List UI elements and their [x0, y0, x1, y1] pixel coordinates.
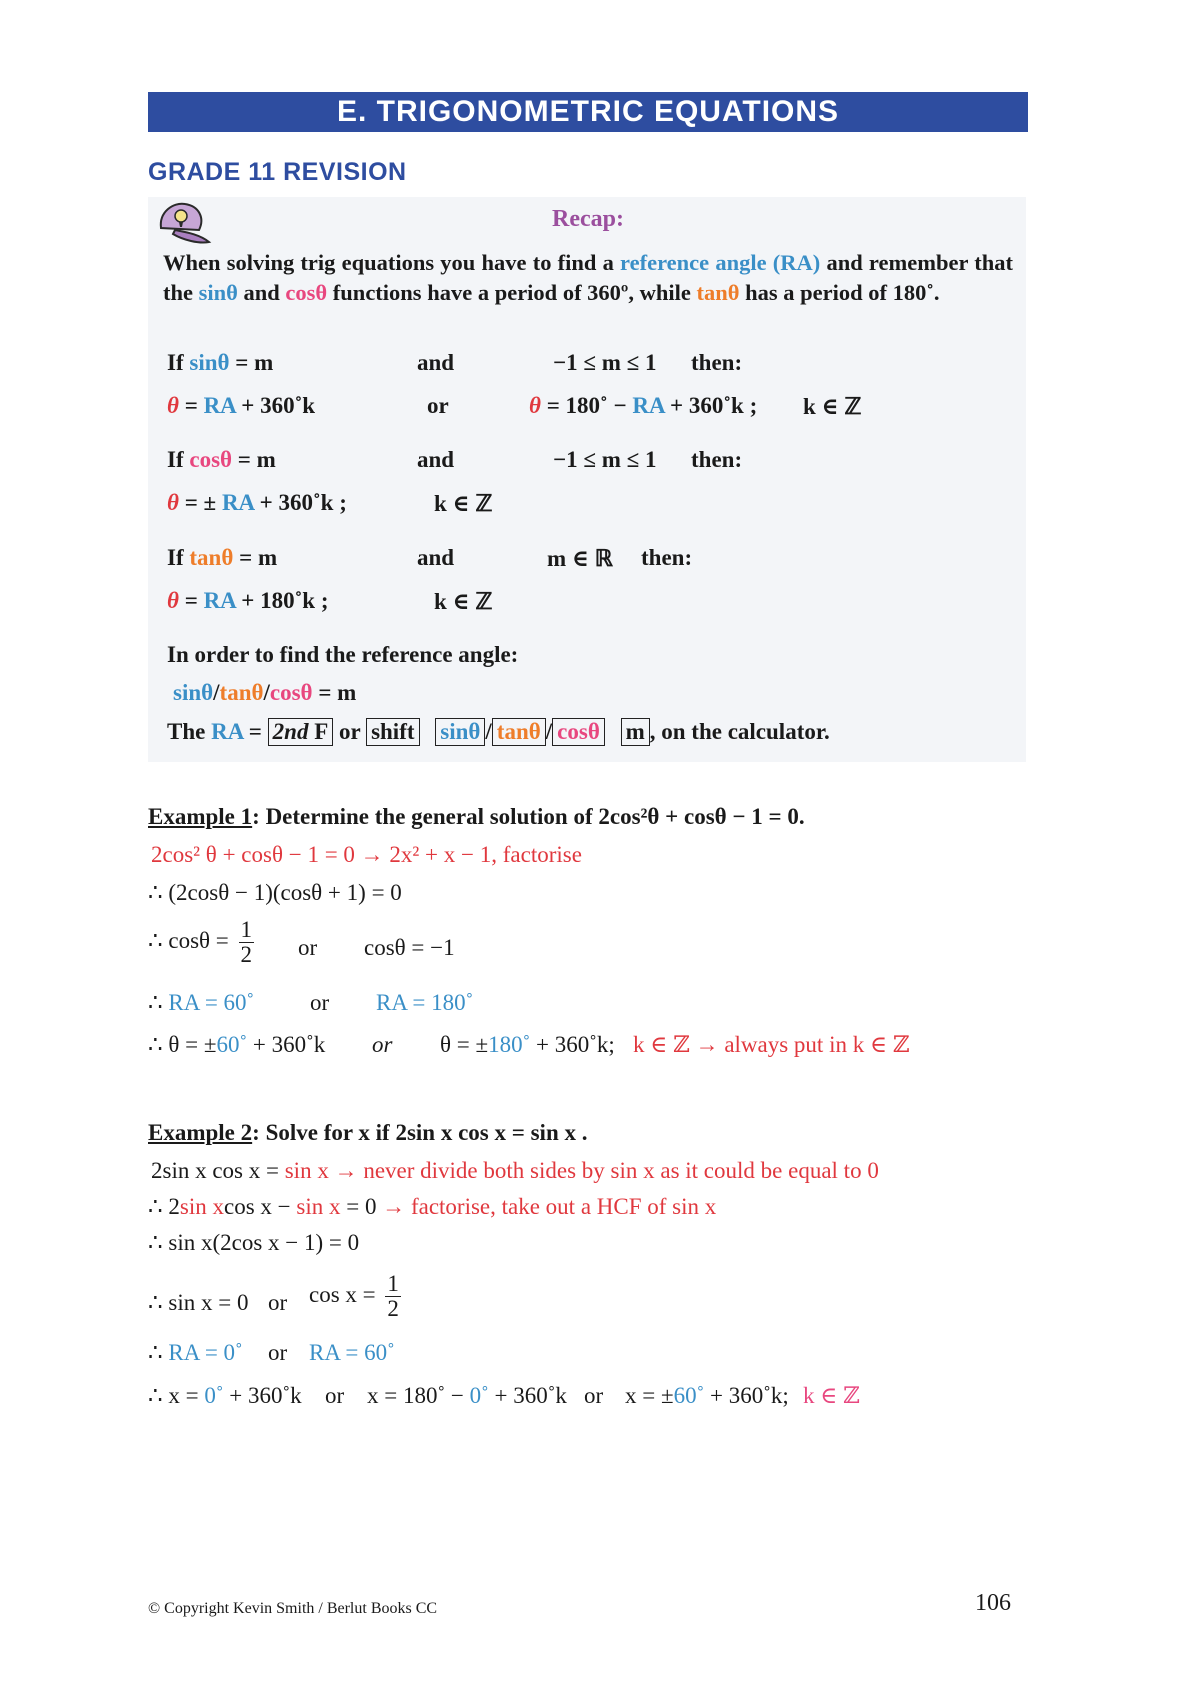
example-2-line-5: ∴ RA = 0˚	[148, 1340, 243, 1365]
copyright: © Copyright Kevin Smith / Berlut Books CC	[148, 1600, 438, 1617]
example-1-line-4-b: RA = 180˚	[376, 990, 474, 1015]
key-shift: shift	[366, 718, 419, 746]
key-cos: cosθ	[552, 718, 605, 746]
tan-rule-range: m ∈ ℝ	[547, 546, 613, 571]
calculator-instruction: The RA = 2nd F or shift sinθ / tanθ / cosθ m , on the calculator.	[167, 719, 830, 744]
example-2-line-6-c: x = ±60˚ + 360˚k;	[625, 1383, 789, 1408]
example-2-line-3: ∴ sin x(2cos x − 1) = 0	[148, 1230, 360, 1255]
tan-rule-k: k ∈ ℤ	[434, 589, 493, 614]
tan-rule-condition: If tanθ = m	[167, 545, 278, 570]
recap-intro: When solving trig equations you have to find a reference angle (RA) and remember that the sinθ and cosθ functions have a period of 360º, while tanθ has a period of 180˚.	[163, 250, 1013, 305]
example-1-line-3: ∴ cosθ = $\frac{1}{2}$	[148, 917, 253, 967]
example-1-line-5-or: or	[372, 1032, 393, 1057]
sin-rule-and: and	[417, 350, 455, 375]
sin-rule-range: −1 ≤ m ≤ 1	[553, 350, 657, 375]
example-2-line-4-b: cos x = $\frac{1}{2}$	[309, 1271, 399, 1321]
sin-rule-or: or	[427, 393, 449, 418]
cap-icon	[155, 200, 213, 248]
cos-rule-then: then:	[691, 447, 743, 472]
subheading: GRADE 11 REVISION	[148, 158, 407, 186]
example-2-line-6-or-2: or	[584, 1383, 604, 1408]
example-1-line-5: ∴ θ = ±60˚ + 360˚k	[148, 1032, 326, 1057]
cos-rule-solution: θ = ± RA + 360˚k ;	[167, 490, 347, 515]
example-2-line-4: ∴ sin x = 0	[148, 1290, 249, 1315]
tan-rule-solution: θ = RA + 180˚k ;	[167, 588, 329, 613]
key-sin: sinθ	[435, 718, 485, 746]
example-1-line-4-or: or	[310, 990, 330, 1015]
sin-rule-solution-1: θ = RA + 360˚k	[167, 393, 316, 418]
example-2-line-1: 2sin x cos x = sin x → never divide both sides by sin x as it could be equal to 0	[151, 1158, 879, 1183]
example-1-heading: Example 1: Determine the general solution of 2cos²θ + cosθ − 1 = 0.	[148, 804, 805, 829]
example-2-heading: Example 2: Solve for x if 2sin x cos x = sin x .	[148, 1120, 588, 1145]
example-2-line-5-or: or	[268, 1340, 288, 1365]
example-2-line-6: ∴ x = 0˚ + 360˚k	[148, 1383, 302, 1408]
fraction-one-half: $\frac{1}{2}$	[387, 1271, 399, 1321]
key-tan: tanθ	[492, 718, 546, 746]
tan-rule-then: then:	[641, 545, 693, 570]
reference-angle-equation: sinθ/tanθ/cosθ = m	[173, 680, 357, 705]
reference-angle-heading: In order to find the reference angle:	[167, 642, 519, 667]
example-2-line-6-b: x = 180˚ − 0˚ + 360˚k	[367, 1383, 567, 1408]
example-2-line-5-b: RA = 60˚	[309, 1340, 395, 1365]
key-m: m	[621, 718, 650, 746]
example-1-line-4: ∴ RA = 60˚	[148, 990, 255, 1015]
cos-rule-k: k ∈ ℤ	[434, 491, 493, 516]
example-1-line-2: ∴ (2cosθ − 1)(cosθ + 1) = 0	[148, 880, 402, 905]
example-1-line-5-b: θ = ±180˚ + 360˚k;	[440, 1032, 615, 1057]
example-1-line-3-b: cosθ = −1	[364, 935, 455, 960]
example-1-line-1: 2cos² θ + cosθ − 1 = 0 → 2x² + x − 1, factorise	[151, 842, 582, 867]
example-2-line-4-or: or	[268, 1290, 288, 1315]
example-2-line-6-or-1: or	[325, 1383, 345, 1408]
tan-rule-and: and	[417, 545, 455, 570]
cos-rule-condition: If cosθ = m	[167, 447, 276, 472]
example-2-k: k ∈ ℤ	[803, 1383, 860, 1408]
cos-rule-and: and	[417, 447, 455, 472]
page-number: 106	[975, 1590, 1011, 1616]
sin-rule-then: then:	[691, 350, 743, 375]
example-1-line-3-or: or	[298, 935, 318, 960]
fraction-one-half: $\frac{1}{2}$	[240, 917, 253, 967]
key-2nd-f: 2nd F	[268, 718, 334, 746]
recap-title: Recap:	[552, 206, 624, 232]
example-1-note: k ∈ ℤ → always put in k ∈ ℤ	[633, 1032, 910, 1057]
sin-rule-condition: If sinθ = m	[167, 350, 274, 375]
sin-rule-solution-2: θ = 180˚ − RA + 360˚k ;	[529, 393, 758, 418]
cos-rule-range: −1 ≤ m ≤ 1	[553, 447, 657, 472]
section-title-banner: E. TRIGONOMETRIC EQUATIONS	[148, 92, 1028, 132]
sin-rule-k: k ∈ ℤ	[803, 394, 862, 419]
example-2-line-2: ∴ 2sin xcos x − sin x = 0 → factorise, take out a HCF of sin x	[148, 1194, 717, 1219]
